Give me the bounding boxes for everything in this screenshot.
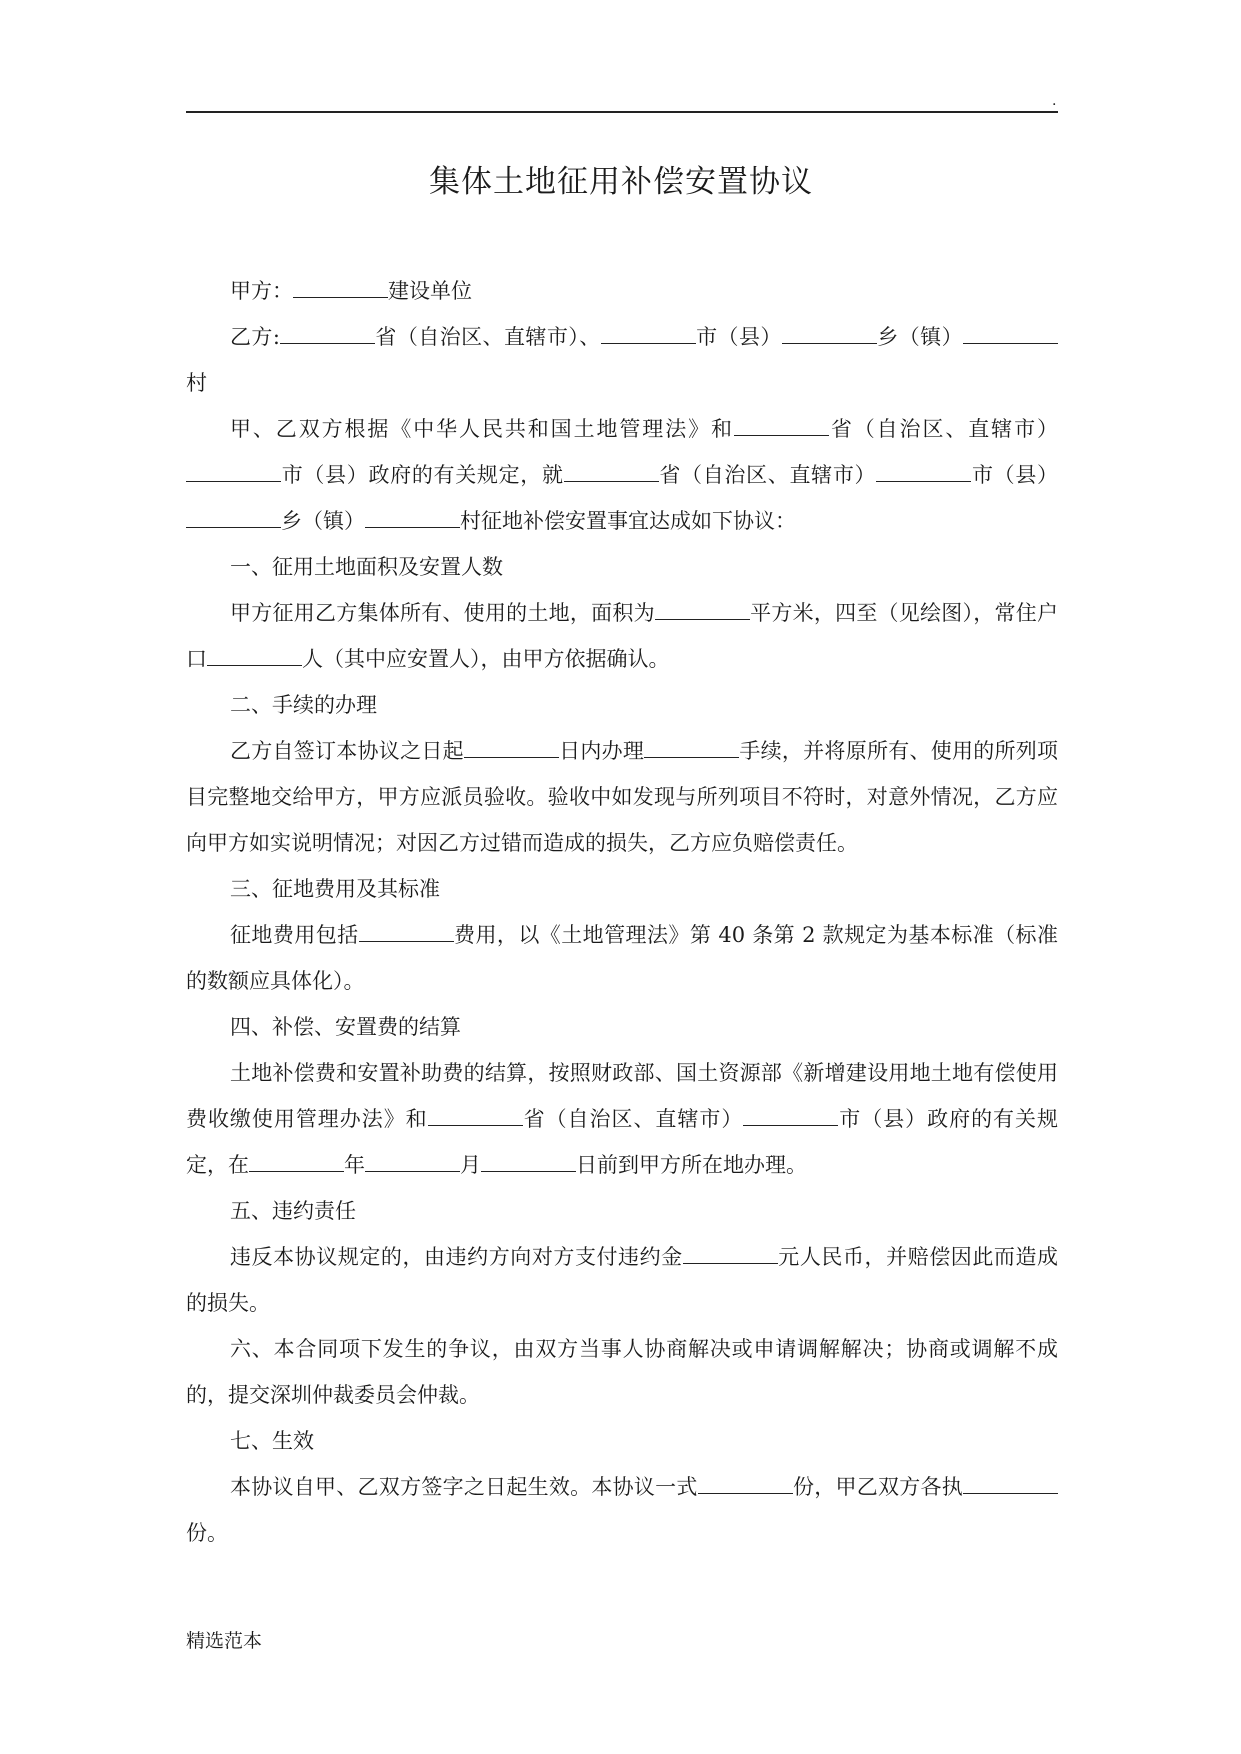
party-a-label: 甲方： <box>230 279 293 303</box>
preamble <box>186 406 1058 544</box>
text-run: 日前到甲方所在地办理。 <box>576 1153 807 1177</box>
blank-field[interactable] <box>683 1241 778 1264</box>
blank-field[interactable] <box>293 275 388 298</box>
blank-field[interactable] <box>698 1471 793 1494</box>
blank-field[interactable] <box>782 321 877 344</box>
text-run: 人（其中应安置人），由甲方依据确认。 <box>302 647 670 671</box>
section-paragraph <box>186 728 1058 866</box>
party-b-city: 市（县） <box>695 325 782 349</box>
text-run: 元人民币，并赔偿因此而造成的损失。 <box>186 1245 1058 1315</box>
text-run: 本协议自甲、乙双方签字之日起生效。本协议一式 <box>230 1475 698 1499</box>
blank-field[interactable] <box>207 643 302 666</box>
section-paragraph <box>186 912 1058 1004</box>
section-heading: 七、生效 <box>230 1429 314 1453</box>
section-paragraph <box>186 1050 1058 1188</box>
blank-field[interactable] <box>365 1149 460 1172</box>
text-run: 月 <box>460 1153 481 1177</box>
blank-field[interactable] <box>601 321 696 344</box>
blank-field[interactable] <box>655 597 750 620</box>
party-b-line <box>186 314 1058 406</box>
party-a-line <box>186 268 1058 314</box>
section-paragraph <box>186 590 1058 682</box>
section-heading: 四、补偿、安置费的结算 <box>230 1015 461 1039</box>
blank-field[interactable] <box>963 321 1058 344</box>
text-run: 手续，并将原所有、使用的所列项目完整地交给甲方，甲方应派员验收。验收中如发现与所列项目不符时，对意外情况，乙方应向甲方如实说明情况；对因乙方过错而造成的损失，乙方应负赔偿责任。 <box>186 739 1059 855</box>
document-title: 集体土地征用补偿安置协议 <box>429 164 813 200</box>
text-run: 市（县） <box>971 463 1059 487</box>
blank-field[interactable] <box>464 735 559 758</box>
blank-field[interactable] <box>644 735 739 758</box>
text-run: 省（自治区、直辖市） <box>658 463 877 487</box>
text-run: 省（自治区、直辖市） <box>522 1107 744 1131</box>
text-run: 乙方自签订本协议之日起 <box>230 739 464 763</box>
text-run: 平方米，四至（见绘图），常住户口 <box>186 601 1059 671</box>
text-run: 甲、乙双方根据《中华人民共和国土地管理法》和 <box>230 417 734 441</box>
blank-field[interactable] <box>249 1149 344 1172</box>
party-b-label: 乙方: <box>230 325 280 349</box>
document-body <box>186 268 1058 1556</box>
blank-field[interactable] <box>359 919 454 942</box>
section-paragraph <box>186 1234 1058 1326</box>
blank-field[interactable] <box>428 1103 523 1126</box>
text-run: 份。 <box>186 1521 228 1545</box>
text-run: 村征地补偿安置事宜达成如下协议： <box>460 509 796 533</box>
party-b-province: 省（自治区、直辖市）、 <box>374 325 601 349</box>
text-run: 省（自治区、直辖市） <box>828 417 1058 441</box>
text-run: 土地补偿费和安置补助费的结算，按照财政部、国土资源部《新增建设用地土地有偿使用费收缴使用管理办法》和 <box>186 1061 1058 1131</box>
blank-field[interactable] <box>734 413 829 436</box>
blank-field[interactable] <box>876 459 971 482</box>
blank-field[interactable] <box>186 459 281 482</box>
section-paragraph: 六、本合同项下发生的争议，由双方当事人协商解决或申请调解解决；协商或调解不成的，提交深圳仲裁委员会仲裁。 <box>186 1337 1058 1407</box>
text-run: 份，甲乙双方各执 <box>792 1475 964 1499</box>
blank-field[interactable] <box>481 1149 576 1172</box>
blank-field[interactable] <box>186 505 281 528</box>
blank-field[interactable] <box>743 1103 838 1126</box>
blank-field[interactable] <box>280 321 375 344</box>
section-paragraph <box>186 1464 1058 1556</box>
text-run: 市（县）政府的有关规定，在 <box>186 1107 1058 1177</box>
blank-field[interactable] <box>564 459 659 482</box>
section-heading: 三、征地费用及其标准 <box>230 877 440 901</box>
header-rule <box>186 111 1058 113</box>
text-run: 乡（镇） <box>281 509 365 533</box>
text-run: 市（县）政府的有关规定，就 <box>281 463 564 487</box>
text-run: 日内办理 <box>558 739 645 763</box>
section-heading: 二、手续的办理 <box>230 693 377 717</box>
text-run: 年 <box>344 1153 365 1177</box>
section-heading: 一、征用土地面积及安置人数 <box>230 555 503 579</box>
page-footer: 精选范本 <box>186 1630 263 1652</box>
blank-field[interactable] <box>963 1471 1058 1494</box>
text-run: 征地费用包括 <box>230 923 359 947</box>
party-a-suffix: 建设单位 <box>388 279 472 303</box>
section-heading: 五、违约责任 <box>230 1199 356 1223</box>
text-run: 违反本协议规定的，由违约方向对方支付违约金 <box>230 1245 683 1269</box>
blank-field[interactable] <box>365 505 460 528</box>
text-run: 费用，以《土地管理法》第 40 条第 2 款规定为基本标准（标准的数额应具体化）。 <box>186 923 1058 993</box>
header-dot: . <box>1052 93 1057 109</box>
party-b-village: 村 <box>186 371 207 395</box>
party-b-town: 乡（镇） <box>876 325 964 349</box>
text-run: 甲方征用乙方集体所有、使用的土地，面积为 <box>230 601 655 625</box>
